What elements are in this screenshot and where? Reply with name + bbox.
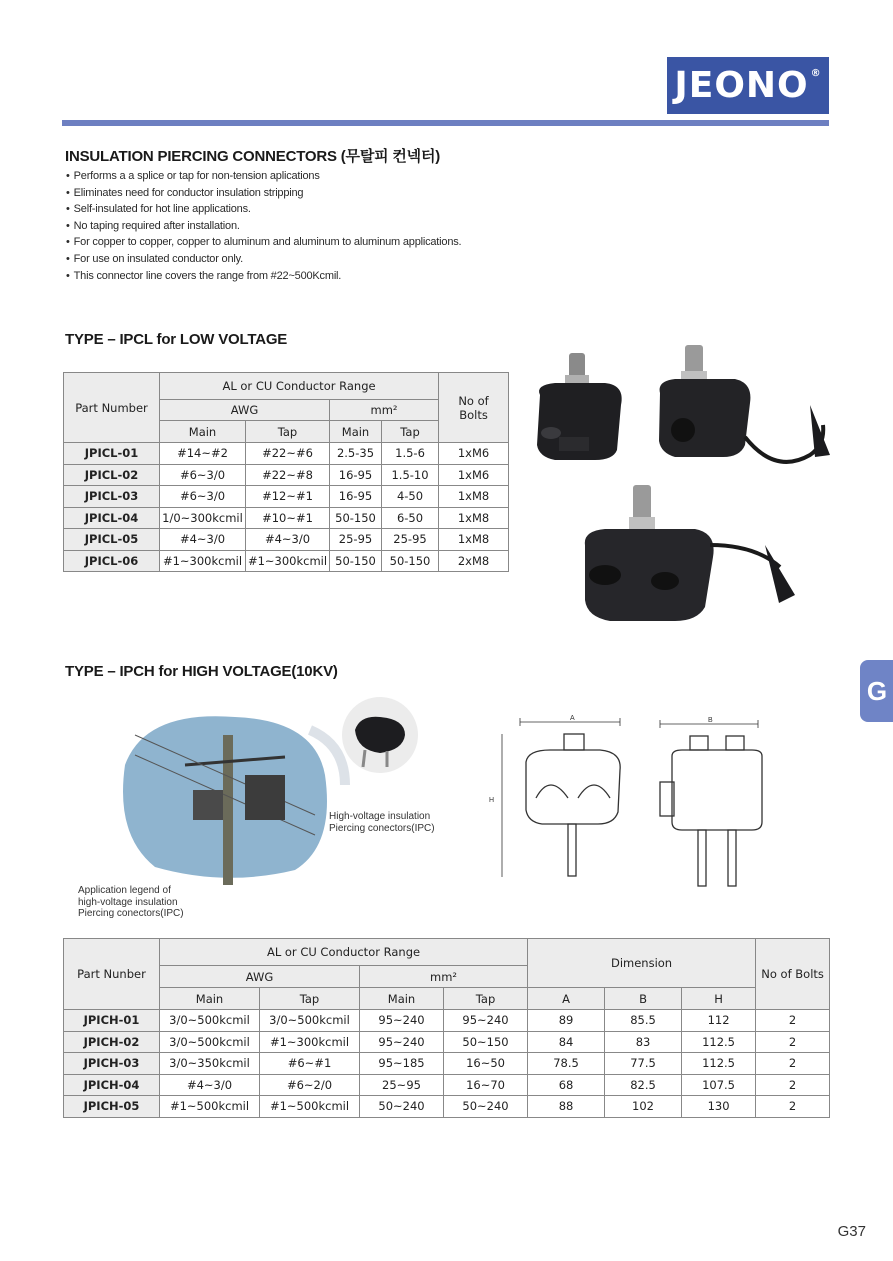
- caption-line: Piercing conectors(IPC): [78, 908, 184, 919]
- table-cell: 2.5-35: [330, 443, 382, 465]
- table-cell: 16-95: [330, 464, 382, 486]
- part-number-cell: JPICH-02: [64, 1031, 160, 1053]
- table-cell: 107.5: [682, 1074, 756, 1096]
- table-cell: 78.5: [528, 1053, 605, 1075]
- feature-item: • Performs a a splice or tap for non-tension aplications: [66, 168, 461, 185]
- table-cell: 95~185: [360, 1053, 444, 1075]
- part-number-cell: JPICL-06: [64, 550, 160, 572]
- brand-logo: [667, 57, 829, 114]
- table-row: [64, 1096, 830, 1118]
- table-cell: 2: [756, 1096, 830, 1118]
- table-cell: #12~#1: [246, 486, 330, 508]
- table-cell: 50~240: [360, 1096, 444, 1118]
- part-number-cell: JPICH-05: [64, 1096, 160, 1118]
- part-number-cell: JPICH-03: [64, 1053, 160, 1075]
- caption-line: Piercing conectors(IPC): [329, 822, 435, 834]
- feature-item: • For use on insulated conductor only.: [66, 251, 461, 268]
- table-cell: 1/0~300kcmil: [160, 507, 246, 529]
- table-cell: 3/0~500kcmil: [160, 1010, 260, 1032]
- col-mm2-main: Main: [360, 988, 444, 1010]
- table-cell: 130: [682, 1096, 756, 1118]
- col-conductor-range: AL or CU Conductor Range: [160, 939, 528, 966]
- col-dim-h: H: [682, 988, 756, 1010]
- table-cell: 112: [682, 1010, 756, 1032]
- header-rule: [62, 120, 829, 126]
- page-title: INSULATION PIERCING CONNECTORS (무탈피 컨넥터): [65, 148, 441, 165]
- connector-large-image: [585, 485, 795, 621]
- logo-text: JEONO: [674, 65, 809, 106]
- table-cell: 2: [756, 1074, 830, 1096]
- front-view-drawing: [502, 718, 620, 877]
- col-part-number: Part Number: [64, 373, 160, 443]
- table-cell: 2xM8: [439, 550, 509, 572]
- table-cell: 95~240: [360, 1010, 444, 1032]
- feature-item: • Eliminates need for conductor insulation stripping: [66, 185, 461, 202]
- feature-item: • No taping required after installation.: [66, 218, 461, 235]
- table-cell: 50-150: [330, 550, 382, 572]
- col-dim-b: B: [605, 988, 682, 1010]
- part-number-cell: JPICH-01: [64, 1010, 160, 1032]
- table-cell: #6~#1: [260, 1053, 360, 1075]
- part-number-cell: JPICL-05: [64, 529, 160, 551]
- table-cell: 16-95: [330, 486, 382, 508]
- table-row: [64, 507, 509, 529]
- col-mm2: mm²: [330, 400, 439, 421]
- table-cell: 25-95: [382, 529, 439, 551]
- col-awg-main: Main: [160, 421, 246, 443]
- table-cell: #1~300kcmil: [260, 1031, 360, 1053]
- part-number-cell: JPICL-03: [64, 486, 160, 508]
- table-cell: 95~240: [360, 1031, 444, 1053]
- table-cell: #4~3/0: [246, 529, 330, 551]
- table-cell: 83: [605, 1031, 682, 1053]
- caption-line: High-voltage insulation: [329, 811, 431, 822]
- table-cell: 50-150: [382, 550, 439, 572]
- feature-item: • For copper to copper, copper to aluminum and aluminum to aluminum applications.: [66, 234, 461, 251]
- table-cell: 2: [756, 1053, 830, 1075]
- table-cell: 1xM6: [439, 464, 509, 486]
- col-no-of-bolts: No of Bolts: [756, 939, 830, 1010]
- table-cell: 16~70: [444, 1074, 528, 1096]
- table-cell: #10~#1: [246, 507, 330, 529]
- col-mm2-tap: Tap: [382, 421, 439, 443]
- table-cell: 82.5: [605, 1074, 682, 1096]
- part-number-cell: JPICL-02: [64, 464, 160, 486]
- table-cell: 85.5: [605, 1010, 682, 1032]
- section-heading-low-voltage: TYPE – IPCL for LOW VOLTAGE: [65, 331, 288, 348]
- table-cell: #14~#2: [160, 443, 246, 465]
- table-cell: #1~300kcmil: [246, 550, 330, 572]
- table-cell: 25~95: [360, 1074, 444, 1096]
- table-cell: 2: [756, 1031, 830, 1053]
- table-cell: #6~3/0: [160, 486, 246, 508]
- table-row: [64, 1053, 830, 1075]
- col-awg: AWG: [160, 966, 360, 988]
- table-row: [64, 1010, 830, 1032]
- pole-installation-photo: [115, 695, 445, 885]
- col-mm2-tap: Tap: [444, 988, 528, 1010]
- table-cell: 1xM6: [439, 443, 509, 465]
- caption-line: Application legend of: [78, 885, 171, 896]
- connector-medium-image: [659, 345, 830, 462]
- col-awg-tap: Tap: [246, 421, 330, 443]
- table-cell: 1xM8: [439, 529, 509, 551]
- table-cell: #6~2/0: [260, 1074, 360, 1096]
- ipcl-spec-table: [63, 372, 509, 572]
- table-cell: 1.5-6: [382, 443, 439, 465]
- table-cell: 16~50: [444, 1053, 528, 1075]
- table-cell: 50-150: [330, 507, 382, 529]
- table-cell: 3/0~500kcmil: [260, 1010, 360, 1032]
- table-cell: #1~300kcmil: [160, 550, 246, 572]
- table-cell: #22~#6: [246, 443, 330, 465]
- col-dim-a: A: [528, 988, 605, 1010]
- table-cell: #1~500kcmil: [260, 1096, 360, 1118]
- page-number: G37: [837, 1223, 866, 1240]
- section-tab-g: G: [860, 660, 893, 722]
- part-number-cell: JPICL-01: [64, 443, 160, 465]
- table-cell: 112.5: [682, 1031, 756, 1053]
- table-cell: 112.5: [682, 1053, 756, 1075]
- table-row: [64, 529, 509, 551]
- feature-list: [66, 168, 461, 284]
- table-row: [64, 550, 509, 572]
- feature-item: • Self-insulated for hot line applications.: [66, 201, 461, 218]
- feature-item: • This connector line covers the range from #22~500Kcmil.: [66, 268, 461, 285]
- col-mm2: mm²: [360, 966, 528, 988]
- table-cell: 77.5: [605, 1053, 682, 1075]
- table-cell: 88: [528, 1096, 605, 1118]
- caption-line: high-voltage insulation: [78, 896, 178, 908]
- col-no-of-bolts: No of Bolts: [439, 373, 509, 443]
- table-cell: 1xM8: [439, 486, 509, 508]
- table-cell: 89: [528, 1010, 605, 1032]
- table-cell: 95~240: [444, 1010, 528, 1032]
- ipch-spec-table: [63, 938, 830, 1118]
- connector-caption: [329, 811, 435, 834]
- table-cell: 68: [528, 1074, 605, 1096]
- col-mm2-main: Main: [330, 421, 382, 443]
- dimension-label-b: B: [708, 717, 713, 724]
- table-cell: 1.5-10: [382, 464, 439, 486]
- table-row: [64, 443, 509, 465]
- col-awg-main: Main: [160, 988, 260, 1010]
- part-number-cell: JPICH-04: [64, 1074, 160, 1096]
- table-row: [64, 464, 509, 486]
- ipcl-product-photo: [525, 345, 855, 625]
- table-row: [64, 1074, 830, 1096]
- table-cell: 102: [605, 1096, 682, 1118]
- table-cell: #6~3/0: [160, 464, 246, 486]
- table-cell: 50~150: [444, 1031, 528, 1053]
- dimension-drawing: [490, 712, 780, 892]
- col-awg-tap: Tap: [260, 988, 360, 1010]
- col-awg: AWG: [160, 400, 330, 421]
- col-part-number: Part Nunber: [64, 939, 160, 1010]
- connector-small-image: [537, 353, 622, 460]
- table-cell: #1~500kcmil: [160, 1096, 260, 1118]
- section-heading-high-voltage: TYPE – IPCH for HIGH VOLTAGE(10KV): [65, 663, 338, 680]
- table-cell: 1xM8: [439, 507, 509, 529]
- table-cell: 3/0~350kcmil: [160, 1053, 260, 1075]
- table-row: [64, 486, 509, 508]
- table-cell: 4-50: [382, 486, 439, 508]
- legend-caption: [78, 885, 184, 920]
- table-row: [64, 1031, 830, 1053]
- col-dimension: Dimension: [528, 939, 756, 988]
- table-cell: 25-95: [330, 529, 382, 551]
- registered-mark: ®: [810, 68, 822, 79]
- table-cell: 84: [528, 1031, 605, 1053]
- table-cell: 2: [756, 1010, 830, 1032]
- table-cell: #22~#8: [246, 464, 330, 486]
- table-cell: #4~3/0: [160, 1074, 260, 1096]
- table-cell: 6-50: [382, 507, 439, 529]
- table-cell: 3/0~500kcmil: [160, 1031, 260, 1053]
- side-view-drawing: [660, 720, 762, 886]
- dimension-label-h: H: [489, 797, 495, 804]
- table-cell: #4~3/0: [160, 529, 246, 551]
- col-conductor-range: AL or CU Conductor Range: [160, 373, 439, 400]
- dimension-label-a: A: [570, 715, 575, 722]
- table-cell: 50~240: [444, 1096, 528, 1118]
- part-number-cell: JPICL-04: [64, 507, 160, 529]
